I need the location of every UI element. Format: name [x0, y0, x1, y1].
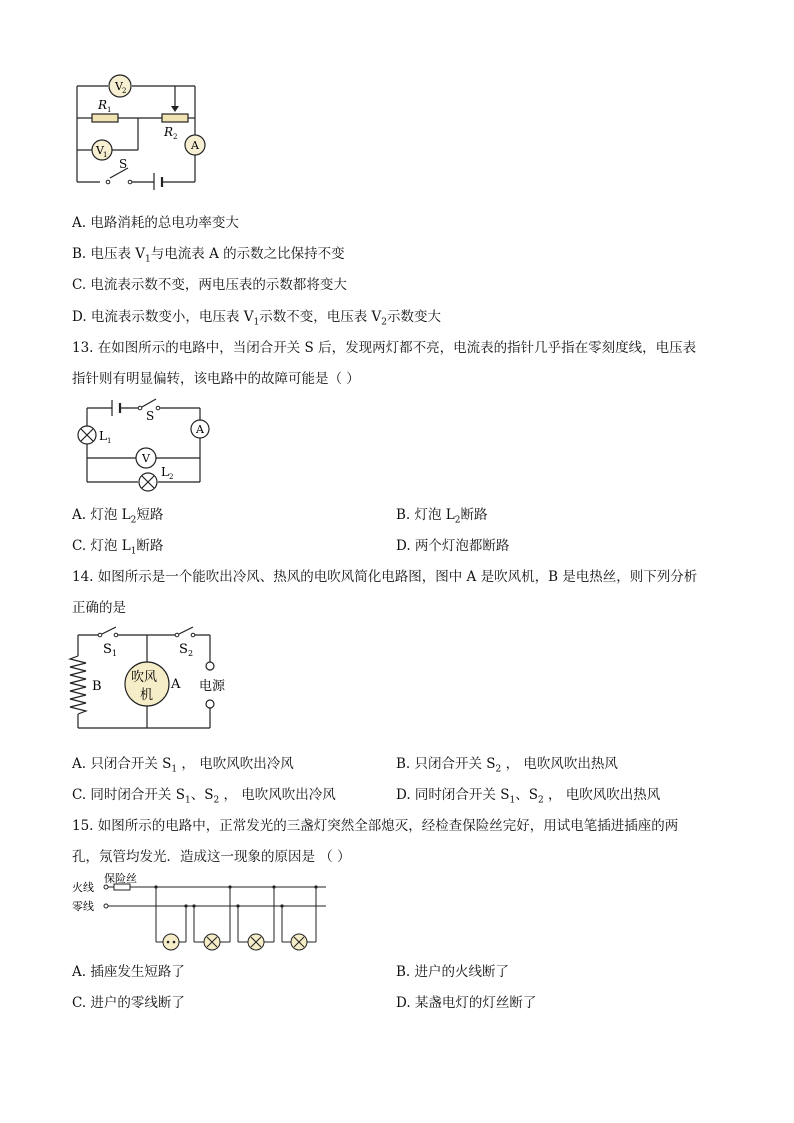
q14-option-c-post: ， 电吹风吹出冷风: [219, 787, 336, 803]
q14-option-a-sub: 1: [171, 764, 178, 775]
q14-s1-sub: 1: [112, 649, 118, 658]
q14-s2-sub: 2: [188, 649, 194, 658]
q12-r2-sub: 2: [173, 133, 178, 141]
q15-option-b: B. 进户的火线断了: [396, 964, 510, 980]
q13-l2-sub: 2: [169, 473, 174, 481]
q12-r1-sub: 1: [107, 106, 112, 114]
q12-r2-label: R: [164, 125, 174, 139]
q12-option-d-post: 示数变大: [386, 309, 441, 325]
q13-ammeter-label: A: [196, 423, 204, 436]
q12-option-d-sub1: 1: [253, 317, 260, 328]
q14-motor-label-line2: 机: [140, 688, 154, 703]
q12-option-b-post: 与电流表 A 的示数之比保持不变: [150, 246, 345, 262]
q15-stem-line1: 15. 如图所示的电路中，正常发光的三盏灯突然全部熄灭，经检查保险丝完好，用试电笔插进插座的两: [72, 818, 679, 834]
q12-option-b-pre: B. 电压表 V: [72, 246, 146, 262]
q13-option-c-pre: C. 灯泡 L: [72, 538, 131, 554]
q13-stem-line1: 13. 在如图所示的电路中，当闭合开关 S 后，发现两灯都不亮，电流表的指针几乎指在零刻度线，电压表: [72, 340, 697, 356]
q15-fuse-label: 保险丝: [104, 872, 137, 885]
q12-r1-label: R: [98, 98, 108, 112]
q13-voltmeter-label: V: [142, 452, 150, 465]
q12-v2-sub: 2: [122, 87, 127, 95]
q13-switch-label: S: [146, 409, 155, 423]
q14-option-a-pre: A. 只闭合开关 S: [72, 756, 172, 772]
q13-option-c-post: 断路: [136, 538, 164, 554]
q14-stem-line2: 正确的是: [72, 600, 126, 616]
q13-l1-sub: 1: [107, 437, 112, 445]
q13-l1-label: L: [99, 429, 107, 443]
q12-v2-label: V: [115, 80, 123, 93]
q15-option-a: A. 插座发生短路了: [72, 964, 185, 980]
q13-option-a-sub: 2: [130, 515, 137, 526]
q13-circuit-diagram: [72, 396, 222, 496]
q15-option-c: C. 进户的零线断了: [72, 995, 185, 1011]
q14-option-a: [72, 755, 294, 779]
q12-option-b: [72, 245, 345, 269]
q13-option-d: D. 两个灯泡都断路: [396, 538, 510, 554]
q14-option-b-sub: 2: [495, 764, 502, 775]
q12-option-a: A. 电路消耗的总电功率变大: [72, 215, 239, 231]
q12-option-b-sub: 1: [145, 254, 151, 265]
q14-option-d-sub2: 2: [537, 795, 544, 806]
q13-option-c-sub: 1: [130, 546, 137, 557]
q13-stem-line2: 指针则有明显偏转，该电路中的故障可能是（ ）: [72, 371, 360, 387]
q15-neutral-wire-label: 零线: [72, 900, 94, 913]
q14-option-c-pre: C. 同时闭合开关 S: [72, 787, 185, 803]
q14-option-c-sub1: 1: [184, 795, 191, 806]
q14-option-c-sub2: 2: [213, 795, 220, 806]
q12-v1-label: V: [96, 144, 104, 157]
q14-option-b: [396, 755, 618, 779]
q13-option-c: [72, 537, 163, 561]
q15-option-d: D. 某盏电灯的灯丝断了: [396, 995, 537, 1011]
q12-ammeter-label: A: [191, 139, 199, 152]
q14-option-c: [72, 786, 336, 810]
q14-option-b-post: ， 电吹风吹出热风: [501, 756, 618, 772]
q15-live-wire-label: 火线: [72, 881, 94, 894]
q12-option-d: [72, 308, 441, 332]
q14-option-b-pre: B. 只闭合开关 S: [396, 756, 496, 772]
q14-motor-label-line1: 吹风: [131, 670, 158, 685]
q14-option-d-pre: D. 同时闭合开关 S: [396, 787, 510, 803]
q13-option-b-sub: 2: [454, 515, 461, 526]
q12-option-d-mid: 示数不变，电压表 V: [259, 309, 382, 325]
q14-s1-label: S: [103, 642, 112, 657]
q13-option-b: [396, 506, 488, 530]
q13-option-b-post: 断路: [460, 507, 488, 523]
q14-s2-label: S: [179, 642, 188, 657]
q12-option-d-pre: D. 电流表示数变小，电压表 V: [72, 309, 254, 325]
q13-option-a-post: 短路: [136, 507, 164, 523]
q14-circuit-diagram: [66, 624, 241, 739]
q13-l2-label: L: [161, 465, 169, 479]
q14-option-c-mid: 、S: [190, 787, 214, 803]
q13-option-a: [72, 506, 163, 530]
q14-stem-line1: 14. 如图所示是一个能吹出冷风、热风的电吹风简化电路图，图中 A 是吹风机，B 是电热丝，则下列分析: [72, 569, 698, 585]
q12-switch-label: S: [119, 157, 128, 171]
q14-heater-label: B: [92, 679, 102, 694]
q14-option-d-post: ， 电吹风吹出热风: [543, 787, 661, 803]
q14-fan-label: A: [171, 677, 181, 692]
q15-stem-line2: 孔，氖管均发光．造成这一现象的原因是 （ ）: [72, 849, 351, 865]
q14-option-d: [396, 786, 660, 810]
q13-option-a-pre: A. 灯泡 L: [72, 507, 131, 523]
q14-option-d-mid: 、S: [515, 787, 538, 803]
q12-option-d-sub2: 2: [381, 317, 387, 328]
q14-option-a-post: ， 电吹风吹出冷风: [177, 756, 294, 772]
q13-option-b-pre: B. 灯泡 L: [396, 507, 455, 523]
q14-power-label: 电源: [199, 679, 226, 694]
q12-option-c: C. 电流表示数不变，两电压表的示数都将变大: [72, 277, 347, 293]
q12-circuit-diagram: [70, 70, 220, 190]
q12-v1-sub: 1: [103, 151, 108, 159]
q15-household-circuit-diagram: [70, 872, 332, 954]
q14-option-d-sub1: 1: [509, 795, 516, 806]
